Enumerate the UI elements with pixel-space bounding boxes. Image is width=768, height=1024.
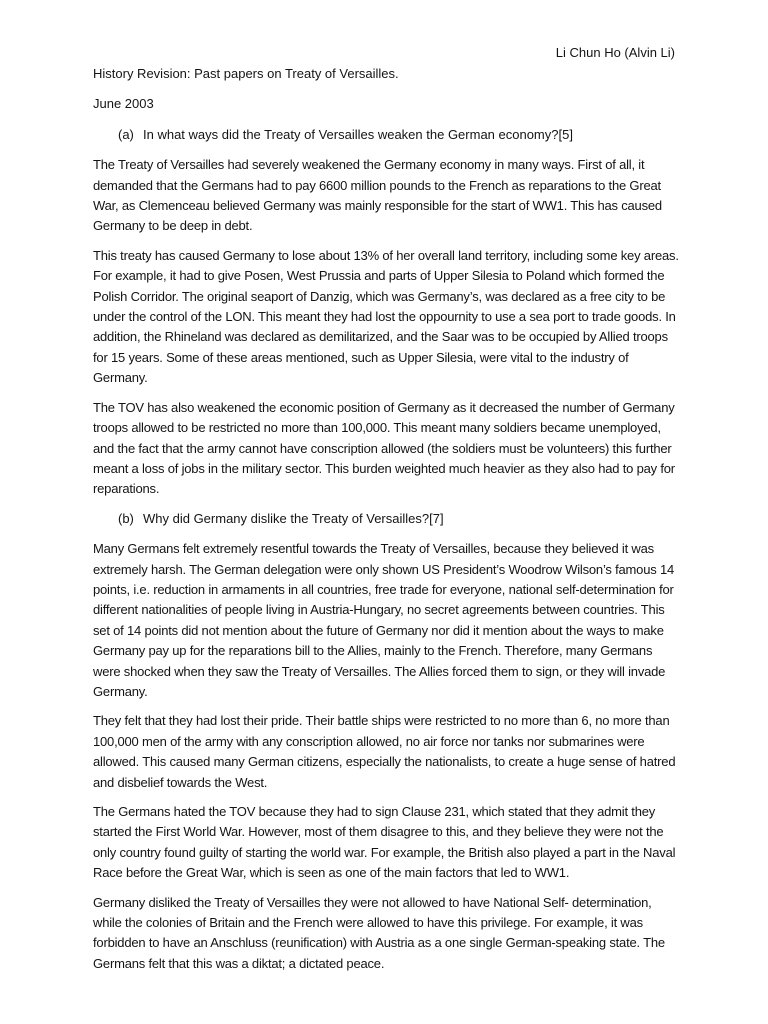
author-name: Li Chun Ho (Alvin Li) (555, 45, 675, 60)
answer-b-paragraph-2: They felt that they had lost their pride. Their battle ships were restricted to no more than 6, no more than 100,000 men of the army with any conscription allowed, no air force nor tanks nor submarines were allowed. This caused many German citizens, especially the nationalists, to create a huge sense of hatred and disbelief towards the West. (93, 713, 676, 790)
question-a-text: In what ways did the Treaty of Versailles weaken the German economy?[5] (143, 126, 573, 142)
question-a (93, 125, 683, 145)
answer-a-paragraph-2: This treaty has caused Germany to lose about 13% of her overall land territory, including some key areas. For example, it had to give Posen, West Prussia and parts of Upper Silesia to Poland which formed the Polish Corridor. The original seaport of Danzig, which was Germany’s, was declared as a free city to be under the control of the LON. This meant they had lost the oppournity to use a sea port to trade goods. In addition, the Rhineland was declared as demilitarized, and the Saar was to be occupied by Allied troops for 15 years. Some of these areas mentioned, such as Upper Silesia, were vital to the industry of Germany. (93, 247, 679, 386)
answer-b-paragraph-4: Germany disliked the Treaty of Versailles they were not allowed to have National Self- determination, while the colonies of Britain and the French were allowed to have this privilege. For example, it was forbidden to have an Anschluss (reunification) with Austria as a one single German-speaking state. The Germans felt that this was a diktat; a dictated peace. (93, 894, 665, 971)
question-b (93, 509, 683, 529)
exam-date: June 2003 (93, 96, 154, 112)
document-body (93, 64, 683, 983)
question-b-text: Why did Germany dislike the Treaty of Versailles?[7] (143, 510, 444, 526)
answer-b-paragraph-3: The Germans hated the TOV because they had to sign Clause 231, which stated that they admit they started the First World War. However, most of them disagree to this, and they believe they were not the only country found guilty of starting the world war. For example, the British also played a part in the Naval Race before the Great War, which is seen as one of the main factors that led to WW1. (93, 804, 676, 881)
document-title: History Revision: Past papers on Treaty of Versailles. (93, 66, 399, 81)
question-a-marker: (a) (118, 126, 134, 142)
answer-a-paragraph-1: The Treaty of Versailles had severely weakened the Germany economy in many ways. First of all, it demanded that the Germans had to pay 6600 million pounds to the French as reparations to the Great War, as Clemenceau believed Germany was mainly responsible for the start of WW1. This has caused Germany to be deep in debt. (93, 157, 662, 234)
answer-a-paragraph-3: The TOV has also weakened the economic position of Germany as it decreased the number of Germany troops allowed to be restricted no more than 100,000. This meant many soldiers became unemployed, and the fact that the army cannot have conscription allowed (the soldiers must be volunteers) this further meant a loss of jobs in the military sector. This burden weighted much heavier as they also had to pay for reparations. (93, 399, 675, 497)
question-b-marker: (b) (118, 510, 134, 526)
answer-b-paragraph-1: Many Germans felt extremely resentful towards the Treaty of Versailles, because they believed it was extremely harsh. The German delegation were only shown US President’s Woodrow Wilson’s famous 14 points, i.e. reduction in armaments in all countries, free trade for everyone, national self-determination for different nationalities of people living in Austria-Hungary, no secret agreements between countries. This set of 14 points did not mention about the future of Germany nor did it mention about the ways to make Germany pay up for the reparations bill to the Allies, mainly to the French. Therefore, many Germans were shocked when they saw the Treaty of Versailles. The Allies forced them to sign, or they will invade Germany. (93, 541, 675, 699)
